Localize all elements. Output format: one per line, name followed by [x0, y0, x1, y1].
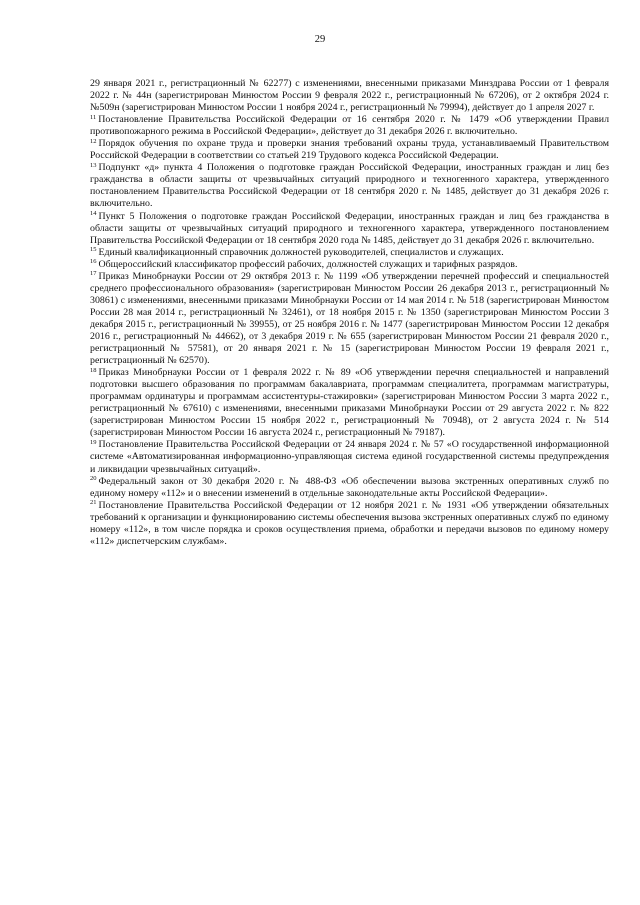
footnote-text: Постановление Правительства Российской Федерации от 16 сентября 2020 г. № 1479 «Об утверждении Правил противопожарного режима в Российской Федерации», действует до 31 декабря 2026 г. включительно. — [90, 114, 609, 138]
footnotes-block — [90, 78, 609, 548]
footnote-18 — [90, 367, 609, 439]
footnote-text: Подпункт «д» пункта 4 Положения о подготовке граждан Российской Федерации, иностранных граждан и лиц без гражданства в области защиты от чрезвычайных ситуаций природного и техногенного характера, утвержденного постановлением Правительства Российской Федерации от 18 сентября 2020 г. № 1485, действует до 31 декабря 2026 г. включительно. — [90, 162, 609, 210]
footnote-text: Постановление Правительства Российской Федерации от 24 января 2024 г. № 57 «О государственной информационной системе «Автоматизированная информационно-управляющая система единой государственной системы предупреждения и ликвидации чрезвычайных ситуаций». — [90, 439, 609, 475]
footnote-17 — [90, 271, 609, 367]
footnote-number: 11 — [90, 113, 97, 121]
footnote-16 — [90, 259, 609, 271]
footnote-number: 12 — [90, 137, 97, 145]
footnote-text: Федеральный закон от 30 декабря 2020 г. № 488-ФЗ «Об обеспечении вызова экстренных оперативных служб по единому номеру «112» и о внесении изменений в отдельные законодательные акты Российской Федерации». — [90, 475, 609, 499]
footnote-number: 19 — [90, 438, 97, 446]
footnote-text: Постановление Правительства Российской Федерации от 12 ноября 2021 г. № 1931 «Об утверждении обязательных требований к организации и функционированию системы обеспечения вызова экстренных оперативных служб по единому номеру «112», в том числе порядка и сроков осуществления приема, обработки и передачи вызовов по единому номеру «112» диспетчерским службам». — [90, 499, 609, 547]
footnote-text: Приказ Минобрнауки России от 1 февраля 2022 г. № 89 «Об утверждении перечня специальностей и направлений подготовки высшего образования по программам бакалавриата, программам специалитета, программам магистратуры, программам ординатуры и программам ассистентуры-стажировки» (зарегистрирован Минюстом России 3 марта 2022 г., регистрационный № 67610) с изменениями, внесенными приказами Минобрнауки России от 29 августа 2022 г. № 822 (зарегистрирован Минюстом России 15 ноября 2022 г., регистрационный № 70948), от 2 августа 2024 г. № 514 (зарегистрирован Минюстом России 16 августа 2024 г., регистрационный № 79187). — [90, 367, 609, 439]
footnote-number: 20 — [90, 475, 97, 483]
footnote-14 — [90, 211, 609, 247]
footnote-number: 14 — [90, 210, 97, 218]
footnote-text: Приказ Минобрнауки России от 29 октября 2013 г. № 1199 «Об утверждении перечней профессий и специальностей среднего профессионального образования» (зарегистрирован Минюстом России 26 декабря 2013 г., регистрационный № 30861) с изменениями, внесенными приказами Минобрнауки России от 14 мая 2014 г. № 518 (зарегистрирован Минюстом России 28 мая 2014 г., регистрационный № 32461), от 18 ноября 2015 г. № 1350 (зарегистрирован Минюстом России 3 декабря 2015 г., регистрационный № 39955), от 25 ноября 2016 г. № 1477 (зарегистрирован Минюстом России 12 декабря 2016 г., регистрационный № 44662), от 3 декабря 2019 г. № 655 (зарегистрирован Минюстом России 21 февраля 2020 г., регистрационный № 57581), от 20 января 2021 г. № 15 (зарегистрирован Минюстом России 19 февраля 2021 г., регистрационный № 62570). — [90, 270, 609, 367]
footnote-11 — [90, 114, 609, 138]
footnote-number: 15 — [90, 246, 97, 254]
footnote-text: Порядок обучения по охране труда и проверки знания требований охраны труда, устанавливаемый Правительством Российской Федерации в соответствии со статьей 219 Трудового кодекса Российской Федерации. — [90, 138, 609, 162]
footnote-number: 18 — [90, 366, 97, 374]
footnote-12 — [90, 138, 609, 162]
footnote-number: 17 — [90, 270, 97, 278]
footnote-text: Общероссийский классификатор профессий рабочих, должностей служащих и тарифных разрядов. — [98, 258, 518, 270]
page-number: 29 — [314, 34, 326, 45]
footnote-15 — [90, 247, 609, 259]
footnote-21 — [90, 500, 609, 548]
footnote-number: 21 — [90, 499, 97, 507]
footnote-number: 16 — [90, 258, 97, 266]
footnote-20 — [90, 476, 609, 500]
footnote-13 — [90, 162, 609, 210]
footnote-text: Пункт 5 Положения о подготовке граждан Российской Федерации, иностранных граждан и лиц без гражданства в области защиты от чрезвычайных ситуаций природного и техногенного характера, утвержденного постановлением Правительства Российской Федерации от 18 сентября 2020 года № 1485, действует до 31 декабря 2026 г. включительно. — [90, 210, 609, 246]
footnote-number: 13 — [90, 161, 97, 169]
footnote-19 — [90, 439, 609, 475]
footnote-text: Единый квалификационный справочник должностей руководителей, специалистов и служащих. — [98, 246, 504, 258]
footnote-continuation: 29 января 2021 г., регистрационный № 62277) с изменениями, внесенными приказами Минздрава России от 1 февраля 2022 г. № 44н (зарегистрирован Минюстом России 9 февраля 2022 г., регистрационный № 67206), от 2 октября 2024 г. №509н (зарегистрирован Минюстом России 1 ноября 2024 г., регистрационный № 79994), действует до 1 апреля 2027 г. — [90, 78, 609, 114]
